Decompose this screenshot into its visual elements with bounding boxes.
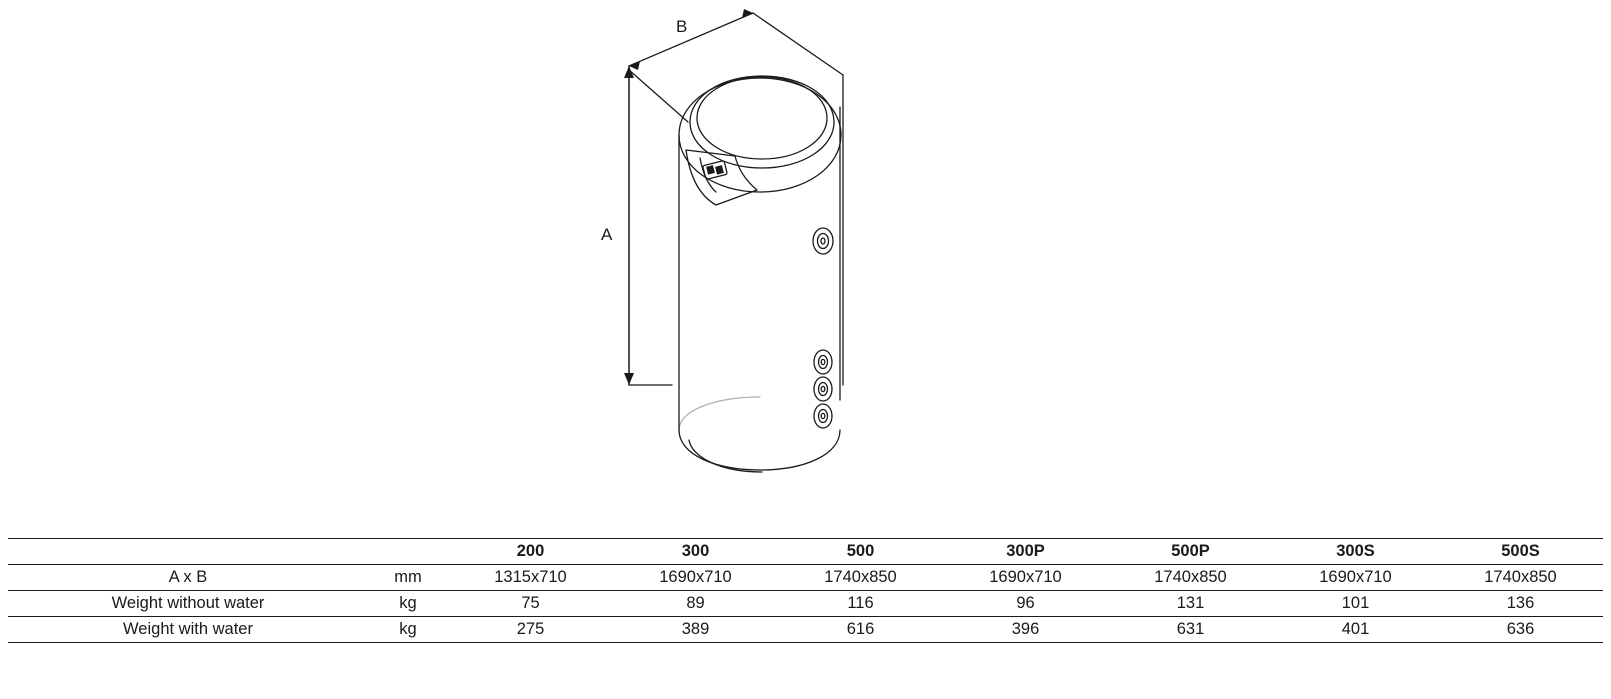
row-unit-dimensions: mm: [368, 565, 448, 591]
row-label-weight-without-water: Weight without water: [8, 591, 368, 617]
cell-dimensions-300: 1690x710: [613, 565, 778, 591]
dimension-b-line: [629, 9, 753, 70]
tank-lid: [690, 76, 834, 168]
column-header-500S: 500S: [1438, 539, 1603, 565]
cell-weight-dry-500P: 131: [1108, 591, 1273, 617]
table-row: [8, 565, 1603, 591]
cell-weight-dry-500S: 136: [1438, 591, 1603, 617]
table-body: [8, 565, 1603, 643]
row-unit-weight-with-water: kg: [368, 617, 448, 643]
bounding-envelope: [629, 13, 843, 385]
port-lower: [814, 404, 832, 428]
column-header-300P: 300P: [943, 539, 1108, 565]
column-header-500P: 500P: [1108, 539, 1273, 565]
cell-weight-dry-500: 116: [778, 591, 943, 617]
port-upper: [813, 228, 833, 254]
cell-weight-wet-300S: 401: [1273, 617, 1438, 643]
dimension-label-a: A: [601, 225, 613, 244]
cell-dimensions-200: 1315x710: [448, 565, 613, 591]
cell-weight-wet-200: 275: [448, 617, 613, 643]
cell-weight-wet-500: 616: [778, 617, 943, 643]
cell-weight-dry-300S: 101: [1273, 591, 1438, 617]
cell-weight-wet-500S: 636: [1438, 617, 1603, 643]
table-header-row: [8, 539, 1603, 565]
tank-body: [679, 107, 840, 472]
cell-weight-wet-300P: 396: [943, 617, 1108, 643]
table-header: [8, 539, 1603, 565]
table-row: [8, 591, 1603, 617]
row-unit-weight-without-water: kg: [368, 591, 448, 617]
header-blank-label: [8, 539, 368, 565]
port-middle: [814, 377, 832, 401]
column-header-300S: 300S: [1273, 539, 1438, 565]
cell-weight-wet-500P: 631: [1108, 617, 1273, 643]
cell-weight-dry-200: 75: [448, 591, 613, 617]
column-header-500: 500: [778, 539, 943, 565]
port-middle-upper: [814, 350, 832, 374]
column-header-300: 300: [613, 539, 778, 565]
dimension-label-b: B: [676, 17, 688, 36]
specifications-table: [8, 538, 1603, 643]
column-header-200: 200: [448, 539, 613, 565]
table-row: [8, 617, 1603, 643]
cell-dimensions-500: 1740x850: [778, 565, 943, 591]
header-blank-unit: [368, 539, 448, 565]
cell-dimensions-300S: 1690x710: [1273, 565, 1438, 591]
cell-weight-dry-300P: 96: [943, 591, 1108, 617]
cell-dimensions-500P: 1740x850: [1108, 565, 1273, 591]
cell-dimensions-300P: 1690x710: [943, 565, 1108, 591]
cell-weight-dry-300: 89: [613, 591, 778, 617]
cell-weight-wet-300: 389: [613, 617, 778, 643]
cell-dimensions-500S: 1740x850: [1438, 565, 1603, 591]
row-label-dimensions: A x B: [8, 565, 368, 591]
row-label-weight-with-water: Weight with water: [8, 617, 368, 643]
